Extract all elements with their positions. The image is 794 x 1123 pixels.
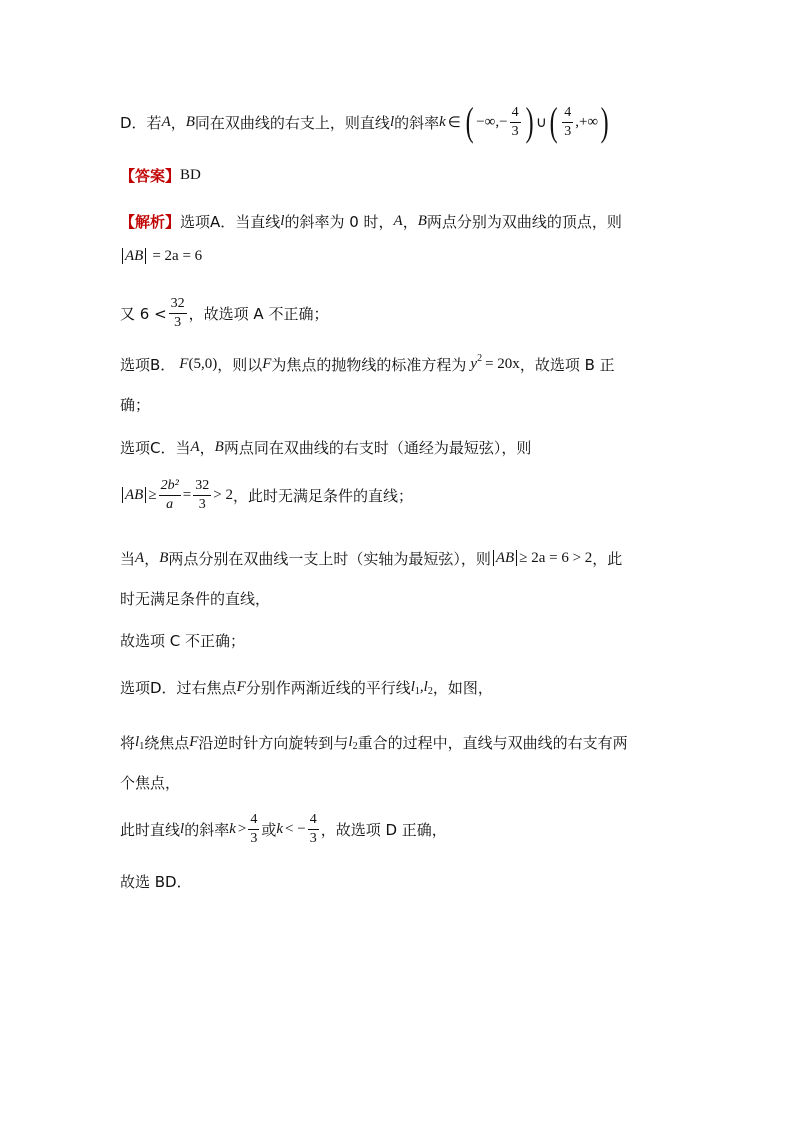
text: 选项D．过右焦点 [120,678,237,697]
text: ，故选项 D 正确， [320,820,447,839]
analysis-line-15 [120,866,192,896]
abs-ab: AB [122,487,146,503]
denominator: 3 [250,830,258,846]
analysis-line-11 [120,672,493,702]
comma: ， [170,113,186,132]
var-a: A [190,438,200,455]
denominator: a [166,496,174,512]
text: ，故选项 B 正 [519,355,615,374]
text: 的斜率为 0 时， [284,212,394,231]
abs-ab: AB [122,248,146,264]
analysis-line-1 [120,206,622,236]
denominator: 3 [198,496,206,512]
text: 时无满足条件的直线， [120,589,271,608]
var-y: y [470,355,478,372]
inequality: ≥ 2a = 6 > 2 [519,549,593,566]
var-b: B [159,549,169,566]
lt-symbol: < − [285,820,306,837]
analysis-line-3 [120,291,328,335]
denominator: 3 [511,123,519,139]
fraction-32-3 [169,297,187,330]
analysis-line-5 [120,389,150,419]
analysis-line-8 [120,543,622,573]
analysis-line-13 [120,767,180,797]
text: ，此时无满足条件的直线； [232,486,413,505]
subscript: 1 [414,685,420,697]
text: 当 [120,549,136,568]
var-a: A [135,549,145,566]
var-l: l [280,212,285,229]
gt-symbol: > [237,820,247,837]
text: 个焦点， [120,773,181,792]
analysis-line-10 [120,625,245,655]
var-k: k [229,820,236,837]
union-symbol: ∪ [535,114,547,131]
fraction-4-3 [308,813,319,846]
fraction-4-3 [562,106,573,139]
numerator: 2b² [159,479,181,496]
text: 沿逆时针方向旋转到与 [198,733,349,752]
neg-infinity: −∞,− [476,113,508,130]
var-b: B [417,212,427,229]
element-of-symbol: ∈ [447,114,461,131]
var-f: F [189,733,199,750]
analysis-line-14 [120,807,447,851]
subscript: 2 [427,685,433,697]
text: 确； [120,395,151,414]
right-paren: ) [600,99,609,144]
denominator: 3 [174,314,182,330]
analysis-line-4 [120,349,615,379]
var-l: l [389,113,395,130]
text: 重合的过程中，直线与双曲线的右支有两 [357,733,628,752]
answer-value: BD [180,166,201,183]
analysis-line-2 [120,241,202,271]
var-f: F [179,355,189,372]
text: 为焦点的抛物线的标准方程为 [271,355,467,374]
var-l2: l [348,733,353,750]
comma: , [419,678,424,695]
numerator: 4 [562,106,573,123]
option-d-line [120,100,611,144]
text: 分别作两渐近线的平行线 [245,678,411,697]
text: 两点分别在双曲线一支上时（实轴为最短弦），则 [168,549,491,568]
equals: = [182,486,192,503]
text: ，故选项 A 不正确； [188,304,329,323]
var-l: l [180,820,185,837]
text: 又 6 < [120,304,167,323]
fraction-4-3 [248,813,259,846]
denominator: 3 [309,830,317,846]
text: 两点同在双曲线的右支时（通经为最短弦），则 [223,438,532,457]
numerator: 32 [169,297,187,314]
left-paren: ( [465,99,474,144]
text: 选项B． [120,355,176,374]
text: 选项C．当 [120,438,191,457]
comma: ， [402,212,418,231]
comma: ， [144,549,160,568]
var-b: B [214,438,224,455]
text: ，则以 [217,355,263,374]
right-paren: ) [525,99,534,144]
text: 或 [261,820,277,839]
fraction-2b2-a [159,479,181,512]
text: 此时直线 [120,820,181,839]
answer-line [120,160,201,190]
var-k: k [276,820,284,837]
text: 故选 BD． [120,872,192,891]
text: 同在双曲线的右支上，则直线 [194,113,390,132]
numerator: 4 [248,813,259,830]
pos-infinity: ,+∞ [575,113,599,130]
analysis-line-7 [120,473,413,517]
var-k: k [439,113,446,130]
text: 的斜率 [184,820,230,839]
option-d-prefix: D．若 [120,113,162,132]
analysis-line-9 [120,583,270,613]
ge-symbol: ≥ [148,486,157,503]
comma: ， [199,438,215,457]
fraction-32-3 [193,479,211,512]
text: 两点分别为双曲线的顶点，则 [426,212,622,231]
numerator: 4 [510,106,521,123]
text: 将 [120,733,136,752]
text: 绕焦点 [144,733,190,752]
coordinate: (5,0) [188,355,218,372]
text: 的斜率 [394,113,440,132]
text: 故选项 C 不正确； [120,631,246,650]
inequality: > 2 [213,486,233,503]
text: ，此 [592,549,623,568]
var-l1: l [135,733,140,750]
text: 选项A．当直线 [180,212,281,231]
fraction-4-3 [510,106,521,139]
var-a: A [161,113,171,130]
var-l2: l [423,678,428,695]
equation: = 2a = 6 [152,247,203,264]
var-f: F [236,678,246,695]
var-a: A [393,212,403,229]
subscript: 2 [352,740,358,752]
numerator: 32 [193,479,211,496]
answer-tag: 【答案】 [120,166,181,185]
var-l1: l [410,678,415,695]
analysis-line-12 [120,727,628,757]
superscript: 2 [477,352,483,364]
analysis-line-6 [120,432,531,462]
subscript: 1 [139,740,145,752]
denominator: 3 [564,123,572,139]
analysis-tag: 【解析】 [120,212,181,231]
text: ，如图， [432,678,493,697]
var-f: F [262,355,272,372]
equation: = 20x [485,355,520,372]
left-paren: ( [549,99,558,144]
var-b: B [185,113,195,130]
abs-ab: AB [493,550,517,566]
numerator: 4 [308,813,319,830]
